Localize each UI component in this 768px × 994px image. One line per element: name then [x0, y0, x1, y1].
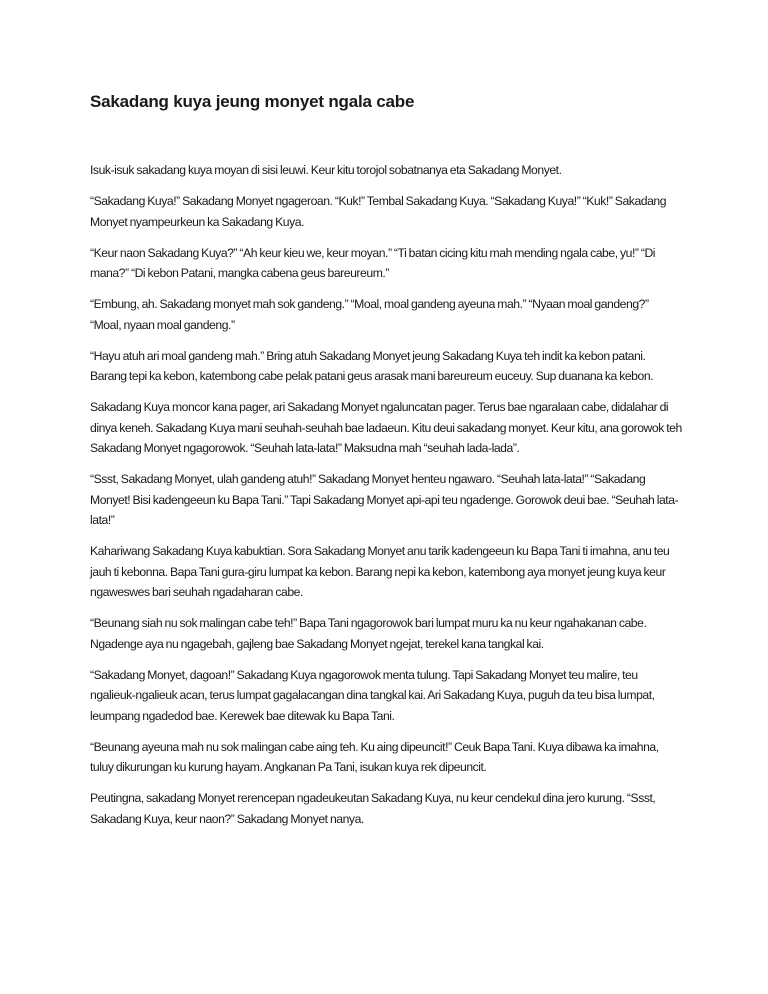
paragraph: Kahariwang Sakadang Kuya kabuktian. Sora Sakadang Monyet anu tarik kadengeeun ku Bapa Tani ti imahna, anu teu jauh ti kebonna. Bapa Tani gura-giru lumpat ka kebon. Barang nepi ka kebon, katembong aya monyet jeung kuya keur ngaweswes bari seuhah ngadaharan cabe.: [90, 544, 670, 599]
paragraph: “Beunang ayeuna mah nu sok malingan cabe aing teh. Ku aing dipeuncit!” Ceuk Bapa Tani. Kuya dibawa ka imahna, tuluy dikurungan ku kurung hayam. Angkanan Pa Tani, isukan kuya rek dipeuncit.: [90, 739, 659, 774]
paragraph: Isuk-isuk sakadang kuya moyan di sisi leuwi. Keur kitu torojol sobatnanya eta Sakadang Monyet.: [90, 163, 562, 177]
paragraph: “Sakadang Kuya!” Sakadang Monyet ngageroan. “Kuk!” Tembal Sakadang Kuya. “Sakadang Kuya!” “Kuk!” Sakadang Monyet nyampeurkeun ka Sakadang Kuya.: [90, 194, 667, 229]
paragraph: “Sakadang Monyet, dagoan!” Sakadang Kuya ngagorowok menta tulung. Tapi Sakadang Monyet teu malire, teu ngalieuk-ngalieuk acan, terus lumpat gagalacangan dina tangkal kai. Ari Sakadang Kuya, puguh da teu bisa lumpat, leumpang ngadedod bae. Kerewek bae ditewak ku Bapa Tani.: [90, 667, 655, 723]
paragraph: “Hayu atuh ari moal gandeng mah.” Bring atuh Sakadang Monyet jeung Sakadang Kuya teh indit ka kebon patani. Barang tepi ka kebon, katembong cabe pelak patani geus arasak mani bareureum euceuy. Sup duanana ka kebon.: [90, 348, 654, 383]
paragraph: “Ssst, Sakadang Monyet, ulah gandeng atuh!” Sakadang Monyet henteu ngawaro. “Seuhah lata-lata!” “Sakadang Monyet! Bisi kadengeeun ku Bapa Tani.” Tapi Sakadang Monyet api-api teu ngadenge. Gorowok deui bae. “Seuhah lata-lata!”: [90, 472, 679, 527]
document-body: [90, 160, 682, 840]
paragraph: Peutingna, sakadang Monyet rerencepan ngadeukeutan Sakadang Kuya, nu keur cendekul dina jero kurung. “Ssst, Sakadang Kuya, keur naon?” Sakadang Monyet nanya.: [90, 791, 656, 826]
paragraph: “Beunang siah nu sok malingan cabe teh!” Bapa Tani ngagorowok bari lumpat muru ka nu keur ngahakanan cabe. Ngadenge aya nu ngagebah, gajleng bae Sakadang Monyet ngejat, terekel kana tangkal kai.: [90, 616, 647, 651]
document-title: Sakadang kuya jeung monyet ngala cabe: [90, 92, 415, 111]
paragraph: “Embung, ah. Sakadang monyet mah sok gandeng.” “Moal, moal gandeng ayeuna mah.” “Nyaan moal gandeng?” “Moal, nyaan moal gandeng.”: [90, 297, 649, 332]
paragraph: “Keur naon Sakadang Kuya?” “Ah keur kieu we, keur moyan.” “Ti batan cicing kitu mah mending ngala cabe, yu!” “Di mana?” “Di kebon Patani, mangka cabena geus bareureum.”: [90, 245, 656, 280]
paragraph: Sakadang Kuya moncor kana pager, ari Sakadang Monyet ngaluncatan pager. Terus bae ngaralaan cabe, didalahar di dinya keneh. Sakadang Kuya mani seuhah-seuhah bae ladaeun. Kitu deui sakadang monyet. Keur kitu, ana gorowok teh Sakadang Monyet ngagorowok. “Seuhah lata-lata!” Maksudna mah “seuhah lada-lada”.: [90, 400, 682, 455]
